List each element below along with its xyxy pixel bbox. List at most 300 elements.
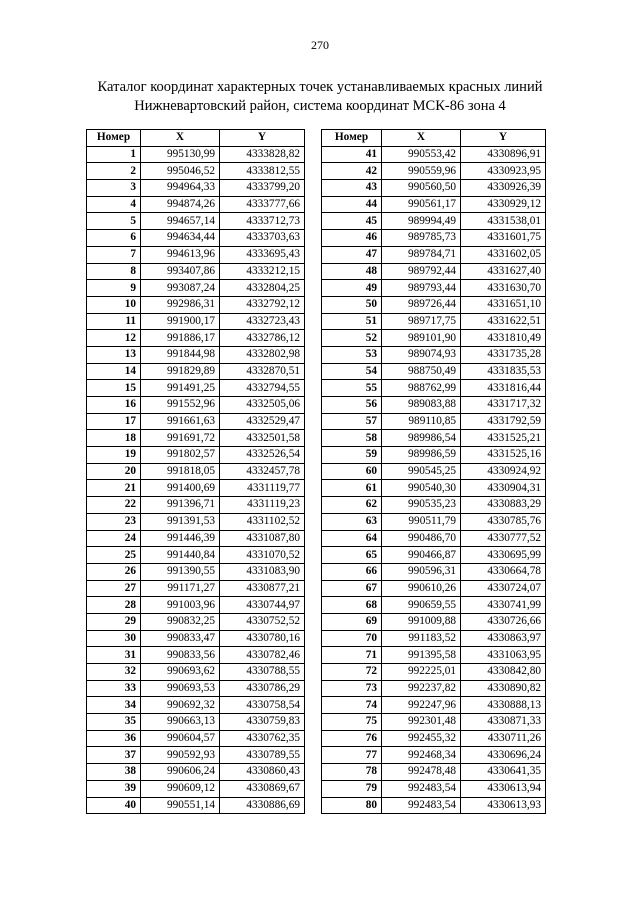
table-row	[322, 263, 546, 280]
x-coordinate-cell: 990659,55	[382, 597, 461, 614]
x-coordinate-cell: 988762,99	[382, 380, 461, 397]
y-coordinate-cell: 4333812,55	[220, 163, 305, 180]
point-number-cell: 6	[87, 230, 141, 247]
x-coordinate-cell: 990692,32	[141, 697, 220, 714]
coordinates-table-left	[86, 129, 305, 814]
y-coordinate-cell: 4332501,58	[220, 430, 305, 447]
point-number-cell: 11	[87, 313, 141, 330]
point-number-cell: 61	[322, 480, 382, 497]
y-coordinate-cell: 4331816,44	[461, 380, 546, 397]
table-row	[322, 330, 546, 347]
x-coordinate-cell: 991802,57	[141, 447, 220, 464]
y-coordinate-cell: 4332505,06	[220, 397, 305, 414]
point-number-cell: 65	[322, 547, 382, 564]
y-coordinate-cell: 4331651,10	[461, 296, 546, 313]
table-row	[322, 530, 546, 547]
point-number-cell: 39	[87, 780, 141, 797]
header-number: Номер	[87, 130, 141, 147]
point-number-cell: 79	[322, 780, 382, 797]
table-row	[87, 330, 305, 347]
table-row	[322, 630, 546, 647]
table-row	[87, 313, 305, 330]
x-coordinate-cell: 991818,05	[141, 463, 220, 480]
table-row	[87, 180, 305, 197]
table-row	[322, 747, 546, 764]
table-row	[322, 413, 546, 430]
x-coordinate-cell: 991446,39	[141, 530, 220, 547]
y-coordinate-cell: 4331622,51	[461, 313, 546, 330]
y-coordinate-cell: 4330869,67	[220, 780, 305, 797]
y-coordinate-cell: 4331835,53	[461, 363, 546, 380]
x-coordinate-cell: 990560,50	[382, 180, 461, 197]
table-row	[322, 213, 546, 230]
y-coordinate-cell: 4333828,82	[220, 146, 305, 163]
y-coordinate-cell: 4331525,21	[461, 430, 546, 447]
table-row	[322, 797, 546, 814]
x-coordinate-cell: 989792,44	[382, 263, 461, 280]
title-line-1: Каталог координат характерных точек устанавливаемых красных линий	[97, 79, 543, 95]
table-row	[87, 630, 305, 647]
x-coordinate-cell: 990551,14	[141, 797, 220, 814]
y-coordinate-cell: 4330741,99	[461, 597, 546, 614]
x-coordinate-cell: 992247,96	[382, 697, 461, 714]
x-coordinate-cell: 989101,90	[382, 330, 461, 347]
point-number-cell: 16	[87, 397, 141, 414]
y-coordinate-cell: 4330883,29	[461, 497, 546, 514]
point-number-cell: 75	[322, 714, 382, 731]
point-number-cell: 17	[87, 413, 141, 430]
y-coordinate-cell: 4332802,98	[220, 346, 305, 363]
point-number-cell: 69	[322, 613, 382, 630]
point-number-cell: 8	[87, 263, 141, 280]
point-number-cell: 71	[322, 647, 382, 664]
table-row	[322, 730, 546, 747]
x-coordinate-cell: 990609,12	[141, 780, 220, 797]
x-coordinate-cell: 991440,84	[141, 547, 220, 564]
y-coordinate-cell: 4330780,16	[220, 630, 305, 647]
y-coordinate-cell: 4331601,75	[461, 230, 546, 247]
point-number-cell: 13	[87, 346, 141, 363]
table-row	[87, 463, 305, 480]
y-coordinate-cell: 4330724,07	[461, 580, 546, 597]
table-row	[87, 747, 305, 764]
y-coordinate-cell: 4331717,32	[461, 397, 546, 414]
y-coordinate-cell: 4330789,55	[220, 747, 305, 764]
y-coordinate-cell: 4330886,69	[220, 797, 305, 814]
x-coordinate-cell: 990833,56	[141, 647, 220, 664]
point-number-cell: 36	[87, 730, 141, 747]
point-number-cell: 68	[322, 597, 382, 614]
document-title	[0, 78, 640, 116]
y-coordinate-cell: 4332794,55	[220, 380, 305, 397]
y-coordinate-cell: 4333712,73	[220, 213, 305, 230]
x-coordinate-cell: 991886,17	[141, 330, 220, 347]
x-coordinate-cell: 990596,31	[382, 563, 461, 580]
x-coordinate-cell: 990832,25	[141, 613, 220, 630]
y-coordinate-cell: 4330904,31	[461, 480, 546, 497]
y-coordinate-cell: 4330664,78	[461, 563, 546, 580]
table-row	[87, 597, 305, 614]
point-number-cell: 50	[322, 296, 382, 313]
table-row	[87, 480, 305, 497]
y-coordinate-cell: 4331070,52	[220, 547, 305, 564]
table-row	[322, 296, 546, 313]
x-coordinate-cell: 991183,52	[382, 630, 461, 647]
point-number-cell: 31	[87, 647, 141, 664]
point-number-cell: 1	[87, 146, 141, 163]
point-number-cell: 54	[322, 363, 382, 380]
x-coordinate-cell: 989986,59	[382, 447, 461, 464]
x-coordinate-cell: 989074,93	[382, 346, 461, 363]
table-row	[322, 613, 546, 630]
point-number-cell: 63	[322, 513, 382, 530]
point-number-cell: 35	[87, 714, 141, 731]
point-number-cell: 76	[322, 730, 382, 747]
y-coordinate-cell: 4330923,95	[461, 163, 546, 180]
table-row	[322, 430, 546, 447]
x-coordinate-cell: 991661,63	[141, 413, 220, 430]
table-row	[87, 680, 305, 697]
point-number-cell: 44	[322, 196, 382, 213]
x-coordinate-cell: 990610,26	[382, 580, 461, 597]
point-number-cell: 78	[322, 764, 382, 781]
table-row	[87, 780, 305, 797]
y-coordinate-cell: 4332723,43	[220, 313, 305, 330]
y-coordinate-cell: 4330871,33	[461, 714, 546, 731]
table-row	[322, 246, 546, 263]
x-coordinate-cell: 991691,72	[141, 430, 220, 447]
table-row	[322, 180, 546, 197]
point-number-cell: 34	[87, 697, 141, 714]
y-coordinate-cell: 4330613,94	[461, 780, 546, 797]
table-row	[322, 397, 546, 414]
table-row	[87, 246, 305, 263]
table-row	[322, 146, 546, 163]
x-coordinate-cell: 994657,14	[141, 213, 220, 230]
y-coordinate-cell: 4330695,99	[461, 547, 546, 564]
point-number-cell: 60	[322, 463, 382, 480]
table-row	[87, 413, 305, 430]
x-coordinate-cell: 994634,44	[141, 230, 220, 247]
table-row	[322, 230, 546, 247]
point-number-cell: 46	[322, 230, 382, 247]
point-number-cell: 33	[87, 680, 141, 697]
y-coordinate-cell: 4330877,21	[220, 580, 305, 597]
y-coordinate-cell: 4331810,49	[461, 330, 546, 347]
point-number-cell: 2	[87, 163, 141, 180]
x-coordinate-cell: 988750,49	[382, 363, 461, 380]
y-coordinate-cell: 4331627,40	[461, 263, 546, 280]
table-row	[322, 497, 546, 514]
y-coordinate-cell: 4333695,43	[220, 246, 305, 263]
table-row	[87, 547, 305, 564]
table-row	[322, 363, 546, 380]
point-number-cell: 64	[322, 530, 382, 547]
y-coordinate-cell: 4330752,52	[220, 613, 305, 630]
x-coordinate-cell: 989785,73	[382, 230, 461, 247]
point-number-cell: 49	[322, 280, 382, 297]
table-row	[87, 346, 305, 363]
table-row	[322, 664, 546, 681]
x-coordinate-cell: 990511,79	[382, 513, 461, 530]
table-row	[322, 547, 546, 564]
y-coordinate-cell: 4331063,95	[461, 647, 546, 664]
y-coordinate-cell: 4330860,43	[220, 764, 305, 781]
table-row	[87, 296, 305, 313]
x-coordinate-cell: 990606,24	[141, 764, 220, 781]
y-coordinate-cell: 4333212,15	[220, 263, 305, 280]
point-number-cell: 58	[322, 430, 382, 447]
table-row	[322, 447, 546, 464]
y-coordinate-cell: 4330696,24	[461, 747, 546, 764]
y-coordinate-cell: 4333799,20	[220, 180, 305, 197]
point-number-cell: 25	[87, 547, 141, 564]
header-x: X	[141, 130, 220, 147]
y-coordinate-cell: 4331602,05	[461, 246, 546, 263]
y-coordinate-cell: 4333703,63	[220, 230, 305, 247]
x-coordinate-cell: 989083,88	[382, 397, 461, 414]
x-coordinate-cell: 989793,44	[382, 280, 461, 297]
point-number-cell: 27	[87, 580, 141, 597]
y-coordinate-cell: 4330613,93	[461, 797, 546, 814]
table-row	[322, 580, 546, 597]
point-number-cell: 52	[322, 330, 382, 347]
x-coordinate-cell: 993407,86	[141, 263, 220, 280]
table-row	[87, 196, 305, 213]
x-coordinate-cell: 992478,48	[382, 764, 461, 781]
table-row	[322, 463, 546, 480]
header-number: Номер	[322, 130, 382, 147]
table-row	[87, 647, 305, 664]
point-number-cell: 15	[87, 380, 141, 397]
coordinates-table-right	[321, 129, 546, 814]
x-coordinate-cell: 991491,25	[141, 380, 220, 397]
y-coordinate-cell: 4332529,47	[220, 413, 305, 430]
table-row	[322, 480, 546, 497]
table-row	[87, 563, 305, 580]
point-number-cell: 12	[87, 330, 141, 347]
table-row	[87, 764, 305, 781]
point-number-cell: 14	[87, 363, 141, 380]
table-row	[322, 680, 546, 697]
x-coordinate-cell: 992225,01	[382, 664, 461, 681]
table-row	[87, 797, 305, 814]
table-row	[87, 730, 305, 747]
point-number-cell: 66	[322, 563, 382, 580]
x-coordinate-cell: 992483,54	[382, 780, 461, 797]
y-coordinate-cell: 4331525,16	[461, 447, 546, 464]
y-coordinate-cell: 4331102,52	[220, 513, 305, 530]
point-number-cell: 47	[322, 246, 382, 263]
x-coordinate-cell: 994964,33	[141, 180, 220, 197]
x-coordinate-cell: 989726,44	[382, 296, 461, 313]
page-number: 270	[311, 38, 329, 52]
point-number-cell: 32	[87, 664, 141, 681]
point-number-cell: 51	[322, 313, 382, 330]
x-coordinate-cell: 989717,75	[382, 313, 461, 330]
y-coordinate-cell: 4330744,97	[220, 597, 305, 614]
y-coordinate-cell: 4330777,52	[461, 530, 546, 547]
x-coordinate-cell: 990545,25	[382, 463, 461, 480]
x-coordinate-cell: 991171,27	[141, 580, 220, 597]
point-number-cell: 42	[322, 163, 382, 180]
y-coordinate-cell: 4332870,51	[220, 363, 305, 380]
y-coordinate-cell: 4330890,82	[461, 680, 546, 697]
x-coordinate-cell: 991395,58	[382, 647, 461, 664]
header-y: Y	[461, 130, 546, 147]
point-number-cell: 10	[87, 296, 141, 313]
point-number-cell: 43	[322, 180, 382, 197]
y-coordinate-cell: 4332792,12	[220, 296, 305, 313]
table-row	[322, 280, 546, 297]
point-number-cell: 23	[87, 513, 141, 530]
y-coordinate-cell: 4330888,13	[461, 697, 546, 714]
y-coordinate-cell: 4330842,80	[461, 664, 546, 681]
x-coordinate-cell: 990592,93	[141, 747, 220, 764]
point-number-cell: 72	[322, 664, 382, 681]
table-row	[87, 580, 305, 597]
y-coordinate-cell: 4331630,70	[461, 280, 546, 297]
point-number-cell: 18	[87, 430, 141, 447]
x-coordinate-cell: 995046,52	[141, 163, 220, 180]
point-number-cell: 59	[322, 447, 382, 464]
table-row	[87, 497, 305, 514]
y-coordinate-cell: 4332804,25	[220, 280, 305, 297]
point-number-cell: 28	[87, 597, 141, 614]
point-number-cell: 56	[322, 397, 382, 414]
y-coordinate-cell: 4330863,97	[461, 630, 546, 647]
x-coordinate-cell: 991400,69	[141, 480, 220, 497]
x-coordinate-cell: 992455,32	[382, 730, 461, 747]
table-row	[322, 597, 546, 614]
x-coordinate-cell: 990540,30	[382, 480, 461, 497]
x-coordinate-cell: 990693,53	[141, 680, 220, 697]
y-coordinate-cell: 4333777,66	[220, 196, 305, 213]
table-row	[322, 647, 546, 664]
y-coordinate-cell: 4330788,55	[220, 664, 305, 681]
x-coordinate-cell: 991900,17	[141, 313, 220, 330]
x-coordinate-cell: 991552,96	[141, 397, 220, 414]
y-coordinate-cell: 4330758,54	[220, 697, 305, 714]
table-row	[322, 513, 546, 530]
title-line-2: Нижневартовский район, система координат МСК-86 зона 4	[134, 98, 506, 114]
y-coordinate-cell: 4331119,77	[220, 480, 305, 497]
point-number-cell: 70	[322, 630, 382, 647]
point-number-cell: 80	[322, 797, 382, 814]
x-coordinate-cell: 990553,42	[382, 146, 461, 163]
table-row	[322, 764, 546, 781]
y-coordinate-cell: 4331083,90	[220, 563, 305, 580]
point-number-cell: 20	[87, 463, 141, 480]
table-header-row	[87, 130, 305, 147]
x-coordinate-cell: 990833,47	[141, 630, 220, 647]
x-coordinate-cell: 990604,57	[141, 730, 220, 747]
x-coordinate-cell: 989986,54	[382, 430, 461, 447]
point-number-cell: 62	[322, 497, 382, 514]
point-number-cell: 24	[87, 530, 141, 547]
x-coordinate-cell: 990486,70	[382, 530, 461, 547]
table-row	[87, 664, 305, 681]
point-number-cell: 53	[322, 346, 382, 363]
x-coordinate-cell: 992483,54	[382, 797, 461, 814]
x-coordinate-cell: 989784,71	[382, 246, 461, 263]
x-coordinate-cell: 994874,26	[141, 196, 220, 213]
y-coordinate-cell: 4332457,78	[220, 463, 305, 480]
point-number-cell: 57	[322, 413, 382, 430]
y-coordinate-cell: 4330711,26	[461, 730, 546, 747]
point-number-cell: 48	[322, 263, 382, 280]
table-row	[87, 714, 305, 731]
point-number-cell: 4	[87, 196, 141, 213]
point-number-cell: 37	[87, 747, 141, 764]
table-row	[322, 714, 546, 731]
table-row	[322, 196, 546, 213]
table-row	[87, 163, 305, 180]
point-number-cell: 73	[322, 680, 382, 697]
table-row	[87, 430, 305, 447]
x-coordinate-cell: 991391,53	[141, 513, 220, 530]
table-row	[87, 146, 305, 163]
y-coordinate-cell: 4330896,91	[461, 146, 546, 163]
x-coordinate-cell: 991829,89	[141, 363, 220, 380]
table-row	[322, 563, 546, 580]
point-number-cell: 45	[322, 213, 382, 230]
x-coordinate-cell: 990561,17	[382, 196, 461, 213]
table-row	[322, 380, 546, 397]
y-coordinate-cell: 4330786,29	[220, 680, 305, 697]
point-number-cell: 40	[87, 797, 141, 814]
table-row	[322, 780, 546, 797]
x-coordinate-cell: 995130,99	[141, 146, 220, 163]
x-coordinate-cell: 991390,55	[141, 563, 220, 580]
y-coordinate-cell: 4332526,54	[220, 447, 305, 464]
point-number-cell: 30	[87, 630, 141, 647]
y-coordinate-cell: 4330641,35	[461, 764, 546, 781]
table-row	[87, 613, 305, 630]
x-coordinate-cell: 992468,34	[382, 747, 461, 764]
x-coordinate-cell: 991009,88	[382, 613, 461, 630]
table-row	[87, 380, 305, 397]
y-coordinate-cell: 4330929,12	[461, 196, 546, 213]
y-coordinate-cell: 4330926,39	[461, 180, 546, 197]
y-coordinate-cell: 4330924,92	[461, 463, 546, 480]
x-coordinate-cell: 990535,23	[382, 497, 461, 514]
x-coordinate-cell: 991396,71	[141, 497, 220, 514]
header-x: X	[382, 130, 461, 147]
x-coordinate-cell: 990466,87	[382, 547, 461, 564]
table-row	[87, 530, 305, 547]
x-coordinate-cell: 989110,85	[382, 413, 461, 430]
table-header-row	[322, 130, 546, 147]
table-row	[87, 447, 305, 464]
table-row	[87, 363, 305, 380]
point-number-cell: 77	[322, 747, 382, 764]
x-coordinate-cell: 993087,24	[141, 280, 220, 297]
point-number-cell: 38	[87, 764, 141, 781]
table-row	[322, 163, 546, 180]
y-coordinate-cell: 4331087,80	[220, 530, 305, 547]
x-coordinate-cell: 992986,31	[141, 296, 220, 313]
y-coordinate-cell: 4332786,12	[220, 330, 305, 347]
point-number-cell: 67	[322, 580, 382, 597]
y-coordinate-cell: 4330782,46	[220, 647, 305, 664]
x-coordinate-cell: 994613,96	[141, 246, 220, 263]
y-coordinate-cell: 4331119,23	[220, 497, 305, 514]
table-row	[322, 697, 546, 714]
y-coordinate-cell: 4331538,01	[461, 213, 546, 230]
y-coordinate-cell: 4330726,66	[461, 613, 546, 630]
y-coordinate-cell: 4330762,35	[220, 730, 305, 747]
